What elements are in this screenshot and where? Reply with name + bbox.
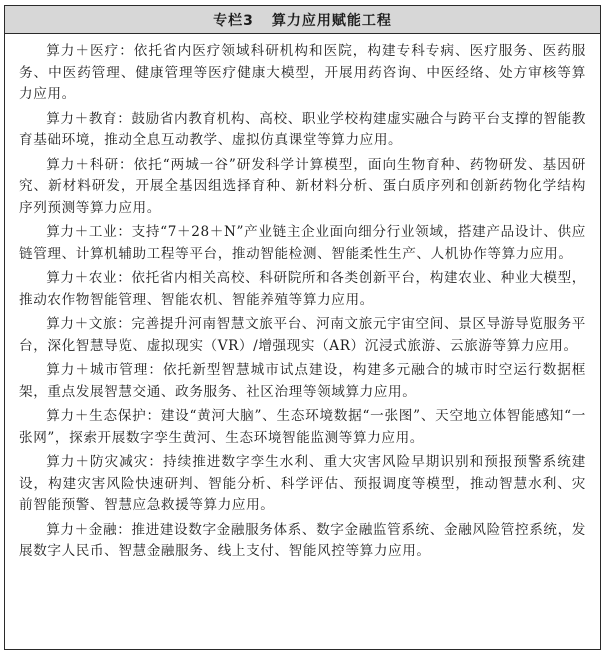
box-title: 算力应用赋能工程 [271, 12, 392, 29]
paragraph-ecology: 算力＋生态保护：建设“黄河大脑”、生态环境数据“一张图”、天空地立体智能感知“一张网”，探索开展数字孪生黄河、生态环境智能监测等算力应用。 [19, 408, 586, 446]
paragraph-disaster-prevention: 算力＋防灾减灾：持续推进数字孪生水利、重大灾害风险早期识别和预报预警系统建设，构建灾害风险快速研判、智能分析、科学评估、预报调度等模型，推动智慧水利、灾前智能预警、智慧应急救援等算力应用。 [19, 454, 586, 513]
box-label: 专栏3 [213, 12, 254, 29]
paragraph-education: 算力＋教育：鼓励省内教育机构、高校、职业学校构建虚实融合与跨平台支撑的智能教育基础环境，推动全息互动教学、虚拟仿真课堂等算力应用。 [19, 110, 586, 148]
paragraph-industry: 算力＋工业：支持“7＋28＋N”产业链主企业面向细分行业领域，搭建产品设计、供应链管理、计算机辅助工程等平台，推动智能检测、智能柔性生产、人机协作等算力应用。 [19, 224, 586, 262]
paragraph-research: 算力＋科研：依托“两城一谷”研发科学计算模型，面向生物育种、药物研发、基因研究、新材料研发，开展全基因组选择育种、新材料分析、蛋白质序列和创新药物化学结构序列预测等算力应用。 [19, 156, 586, 216]
box-content [5, 34, 600, 563]
paragraph-agriculture: 算力＋农业：依托省内相关高校、科研院所和各类创新平台，构建农业、种业大模型，推动农作物智能管理、智能农机、智能养殖等算力应用。 [19, 270, 586, 308]
paragraph-finance: 算力＋金融：推进建设数字金融服务体系、数字金融监管系统、金融风险管控系统，发展数字人民币、智慧金融服务、线上支付、智能风控等算力应用。 [19, 521, 586, 559]
paragraph-city-management: 算力＋城市管理：依托新型智慧城市试点建设，构建多元融合的城市时空运行数据框架，重点发展智慧交通、政务服务、社区治理等领域算力应用。 [19, 362, 586, 400]
box-header [5, 6, 600, 34]
feature-box [4, 5, 601, 650]
paragraph-culture-tourism: 算力＋文旅：完善提升河南智慧文旅平台、河南文旅元宇宙空间、景区导游导览服务平台，深化智慧导览、虚拟现实（VR）/增强现实（AR）沉浸式旅游、云旅游等算力应用。 [19, 316, 586, 354]
paragraph-healthcare: 算力＋医疗：依托省内医疗领域科研机构和医院，构建专科专病、医疗服务、医药服务、中医药管理、健康管理等医疗健康大模型，开展用药咨询、中医经络、处方审核等算力应用。 [19, 43, 586, 102]
